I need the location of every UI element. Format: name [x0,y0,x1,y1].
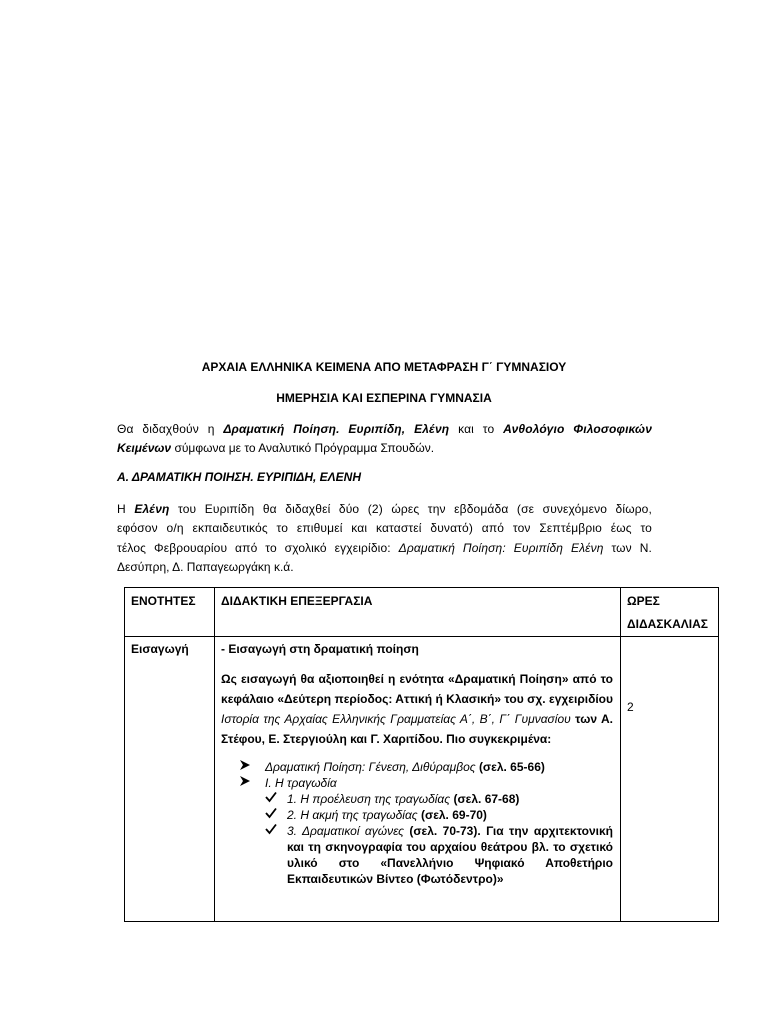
subtopic-text: 2. Η ακμή της τραγωδίας [287,808,418,822]
section-a-text: του Ευριπίδη θα διδαχθεί δύο (2) ώρες την εβδομάδα (σε συνεχόμενο δίωρο, [178,502,652,516]
list-item [265,823,613,887]
intro-subject-1: Δραματική Ποίηση. Ευριπίδη, Ελένη [223,422,450,436]
subtopic-text: 1. Η προέλευση της τραγωδίας [287,792,451,806]
subtopic-text: 3. Δραματικοί αγώνες [287,824,404,838]
header-cell-hours [621,588,719,637]
hours-value: 2 [627,700,634,714]
subtopic-description: (σελ. 70-73). Για την αρχιτεκτονική και τη σκηνογραφία του αρχαίου θεάτρου βλ. το σχετικό υλικό στο «Πανελλήνιο Ψηφιακό Αποθετήριο Εκπαιδευτικών Βίντεο (Φωτόδεντρο)» [287,824,613,886]
intro-subject-2-cont: Κειμένων [117,441,172,455]
unit-name: Εισαγωγή [131,642,189,656]
header-processing: ΔΙΔΑΚΤΙΚΗ ΕΠΕΞΕΡΓΑΣΙΑ [221,594,373,608]
section-a-text: τέλος Φεβρουαρίου από το σχολικό εγχειρίδιο: [117,541,391,555]
row-intro-text: των Α. Στέφου, Ε. Στεργιούλη και Γ. Χαριτίδου. Πιο συγκεκριμένα: [221,712,613,746]
textbook-title: Δραματική Ποίηση: Ευριπίδη Ελένη [398,541,604,555]
section-a-line-2: εφόσον ο/η εκπαιδευτικός το επιθυμεί και καταστεί δυνατό) από τον Σεπτέμβριο έως το [117,521,652,535]
list-item [239,775,613,791]
processing-content [215,637,620,887]
reference-book-title: Ιστορία της Αρχαίας Ελληνικής Γραμματείας Α΄, Β΄, Γ΄ Γυμνασίου [221,712,571,726]
checkmark-icon [265,807,277,823]
arrowhead-bullet-icon [239,775,251,791]
table-header-row [125,588,719,637]
section-a-text: των Ν. [611,541,652,555]
list-item [265,807,613,823]
table-row [125,637,719,922]
document-title: ΑΡΧΑΙΑ ΕΛΛΗΝΙΚΑ ΚΕΙΜΕΝΑ ΑΠΟ ΜΕΤΑΦΡΑΣΗ Γ΄ ΓΥΜΝΑΣΙΟΥ [201,360,567,374]
processing-cell [215,637,621,922]
unit-cell [125,637,215,922]
topics-list [221,759,613,791]
intro-text: σύμφωνα με το Αναλυτικό Πρόγραμμα Σπουδών. [174,441,435,455]
subtopic-pages: (σελ. 69-70) [420,808,487,822]
arrowhead-bullet-icon [239,759,251,775]
topic-pages: (σελ. 65-66) [478,760,545,774]
topic-text: Δραματική Ποίηση: Γένεση, Διθύραμβος [265,760,476,774]
section-a-line-3 [117,538,652,558]
header-hours-line-2: ΔΙΔΑΣΚΑΛΙΑΣ [627,617,708,631]
section-a-line-4: Δεσύπρη, Δ. Παπαγεωργάκη κ.ά. [117,560,294,574]
row-intro-paragraph [221,669,613,749]
work-title: Ελένη [134,502,170,516]
row-intro-text: Ως εισαγωγή θα αξιοποιηθεί η ενότητα «Δραματική Ποίηση» από το κεφάλαιο «Δεύτερη περίοδος: Αττική ή Κλασική» του σχ. εγχειριδίου [221,672,613,706]
section-a-line-1 [117,499,652,519]
intro-subject-2: Ανθολόγιο Φιλοσοφικών [503,422,653,436]
intro-line-1 [117,419,652,439]
header-hours-line-1: ΩΡΕΣ [627,594,660,608]
subtopics-list [221,791,613,887]
section-a-heading: Α. ΔΡΑΜΑΤΙΚΗ ΠΟΙΗΣΗ. ΕΥΡΙΠΙΔΗ, ΕΛΕΝΗ [117,470,362,484]
header-units: ΕΝΟΤΗΤΕΣ [131,594,196,608]
header-cell-units [125,588,215,637]
document-subtitle: ΗΜΕΡΗΣΙΑ ΚΑΙ ΕΣΠΕΡΙΝΑ ΓΥΜΝΑΣΙΑ [276,391,492,405]
intro-line-2 [117,438,434,458]
topic-text: Ι. Η τραγωδία [265,776,337,790]
hours-cell [621,637,719,922]
list-item [239,759,613,775]
list-item [265,791,613,807]
subtopic-pages: (σελ. 67-68) [453,792,520,806]
header-cell-processing [215,588,621,637]
checkmark-icon [265,791,277,807]
checkmark-icon [265,823,277,839]
section-a-text: Η [117,502,126,516]
row-title: - Εισαγωγή στη δραματική ποίηση [221,642,419,656]
header-hours [621,588,718,634]
intro-text: Θα διδαχθούν η [117,422,215,436]
intro-text: και το [458,422,495,436]
syllabus-table [124,587,719,922]
